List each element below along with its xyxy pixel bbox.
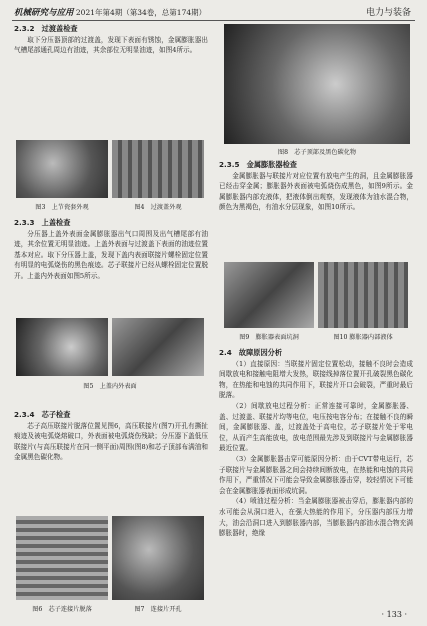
figure-7-photo — [112, 516, 204, 600]
figure-8-caption: 图8 芯子顶部及黑色碳化物 — [277, 149, 357, 156]
section-2-3-4-title: 2.3.4 芯子检查 — [14, 410, 71, 419]
page-number: · 133 · — [381, 610, 407, 619]
section-name: 电力与装备 — [365, 8, 411, 18]
figure-8-photo — [224, 24, 410, 144]
section-2-3-4-text: 芯子高压联接片脱落位置见图6，高压联接片(图7)开孔有撕扯痕迹及被电弧烧熔破口，外表面被电弧烧伤残缺；分压器下盖低压联接片(与高压联接片在同一侧平面)周围(图8)和芯子顶部布满油和金属黑色碳化物。 — [14, 421, 208, 462]
section-2-4-para-2: （2）间歇放电过程分析：正常连接可靠时，金属膨胀器、盖、过渡盖、联接片均等电位，电压按电容分布；在接触不良的瞬间，金属膨胀器、盖，过渡盖处于高电位，芯子联接片处于零电位，从而产生高能放电，放电范围最先涉及到联接片与金属膨胀器最近位置。 — [219, 401, 413, 453]
figure-6-caption: 图6 芯子连接片脱落 — [32, 606, 92, 613]
section-2-3-3-title: 2.3.3 上盖检查 — [14, 218, 71, 227]
section-2-4-para-4: （4）喷油过程分析：当金属膨胀器被击穿后，膨胀器内部的水可能会从洞口进入，在强大热能的作用下，分压器内部压力增大，油会沿洞口进入到膨胀器内部，当膨胀器内部油水混合物充满膨胀器时，绝缘 — [219, 497, 413, 538]
figure-3-caption: 图3 上节瓷套外观 — [35, 204, 89, 211]
section-2-4-para-3: （3）金属膨胀器击穿可能原因分析：由于CVT带电运行，芯子联接片与金属膨胀器之间会持续间断放电，在热能和电蚀的共同作用下，严重情况下可能会导致金属膨胀器击穿，较轻情况下可能会在金属膨胀器表面形成坑洞。 — [219, 454, 413, 495]
figure-7-caption: 图7 连接片开孔 — [134, 606, 182, 613]
section-2-4-title: 2.4 故障原因分析 — [219, 348, 283, 357]
figure-5-left-photo — [16, 318, 108, 376]
running-header-left — [14, 6, 206, 18]
figure-5-right-photo — [112, 318, 204, 376]
figure-9-caption: 图9 膨胀器表面坑洞 — [239, 334, 299, 341]
figure-9-photo — [224, 262, 314, 328]
figure-10-photo — [318, 262, 408, 328]
figure-3-photo — [16, 140, 108, 198]
left-column — [14, 24, 208, 56]
right-column-2 — [219, 348, 413, 539]
left-column-3 — [14, 410, 208, 463]
right-column — [219, 160, 413, 213]
figure-5-caption: 图5 上盖内外表面 — [83, 383, 137, 390]
section-2-3-2-title: 2.3.2 过渡盖检查 — [14, 24, 78, 33]
figure-10-caption: 图10 膨胀器内部液体 — [333, 334, 393, 341]
section-2-3-5-text: 金属膨胀器与联接片对应位置有放电产生的洞，且金属膨胀器已经击穿金属；膨胀器外表面被电弧烧伤成黑色，如图9所示。金属膨胀器内部充液体，把液体倒出观察，发现液体为油水混合物，颜色为黑褐色，有油水分层现象，如图10所示。 — [219, 171, 413, 212]
section-2-3-2-text: 取下分压器顶部的过渡盖，发现下表面有锈蚀，金属膨胀器出气槽尾部通孔周边有油迹，其余部位无明显油迹，如图4所示。 — [14, 35, 208, 55]
left-column-2 — [14, 218, 208, 282]
header-rule — [12, 20, 415, 21]
section-2-3-5-title: 2.3.5 金属膨胀器检查 — [219, 160, 297, 169]
issue-info: 2021年第4期（第34卷，总第174期） — [75, 8, 207, 17]
figure-4-photo — [112, 140, 204, 198]
section-2-4-para-1: （1）直接原因：当联接片固定位置松动，接触不良时会造成间歇放电和接触电阻增大发热，联接线掉落位置开孔破裂黑色碳化物，在热能和电蚀的共同作用下，联接片开口会破裂，严重时最后脱落。 — [219, 359, 413, 400]
figure-4-caption: 图4 过渡盖外观 — [134, 204, 182, 211]
figure-6-photo — [16, 516, 108, 600]
section-2-3-3-text: 分压器上盖外表面金属膨胀器出气口周围及出气槽尾部有油迹，其余位置无明显油迹。上盖外表面与过渡盖下表面的油迹位置基本对应。取下分压器上盖，发现下盖内表面联接片螺栓固定位置有明显的电弧烧伤的黑色痕迹。芯子联接片已经从螺栓固定位置脱开。上盖内外表面如图5所示。 — [14, 229, 208, 280]
journal-name: 机械研究与应用 — [14, 8, 74, 18]
